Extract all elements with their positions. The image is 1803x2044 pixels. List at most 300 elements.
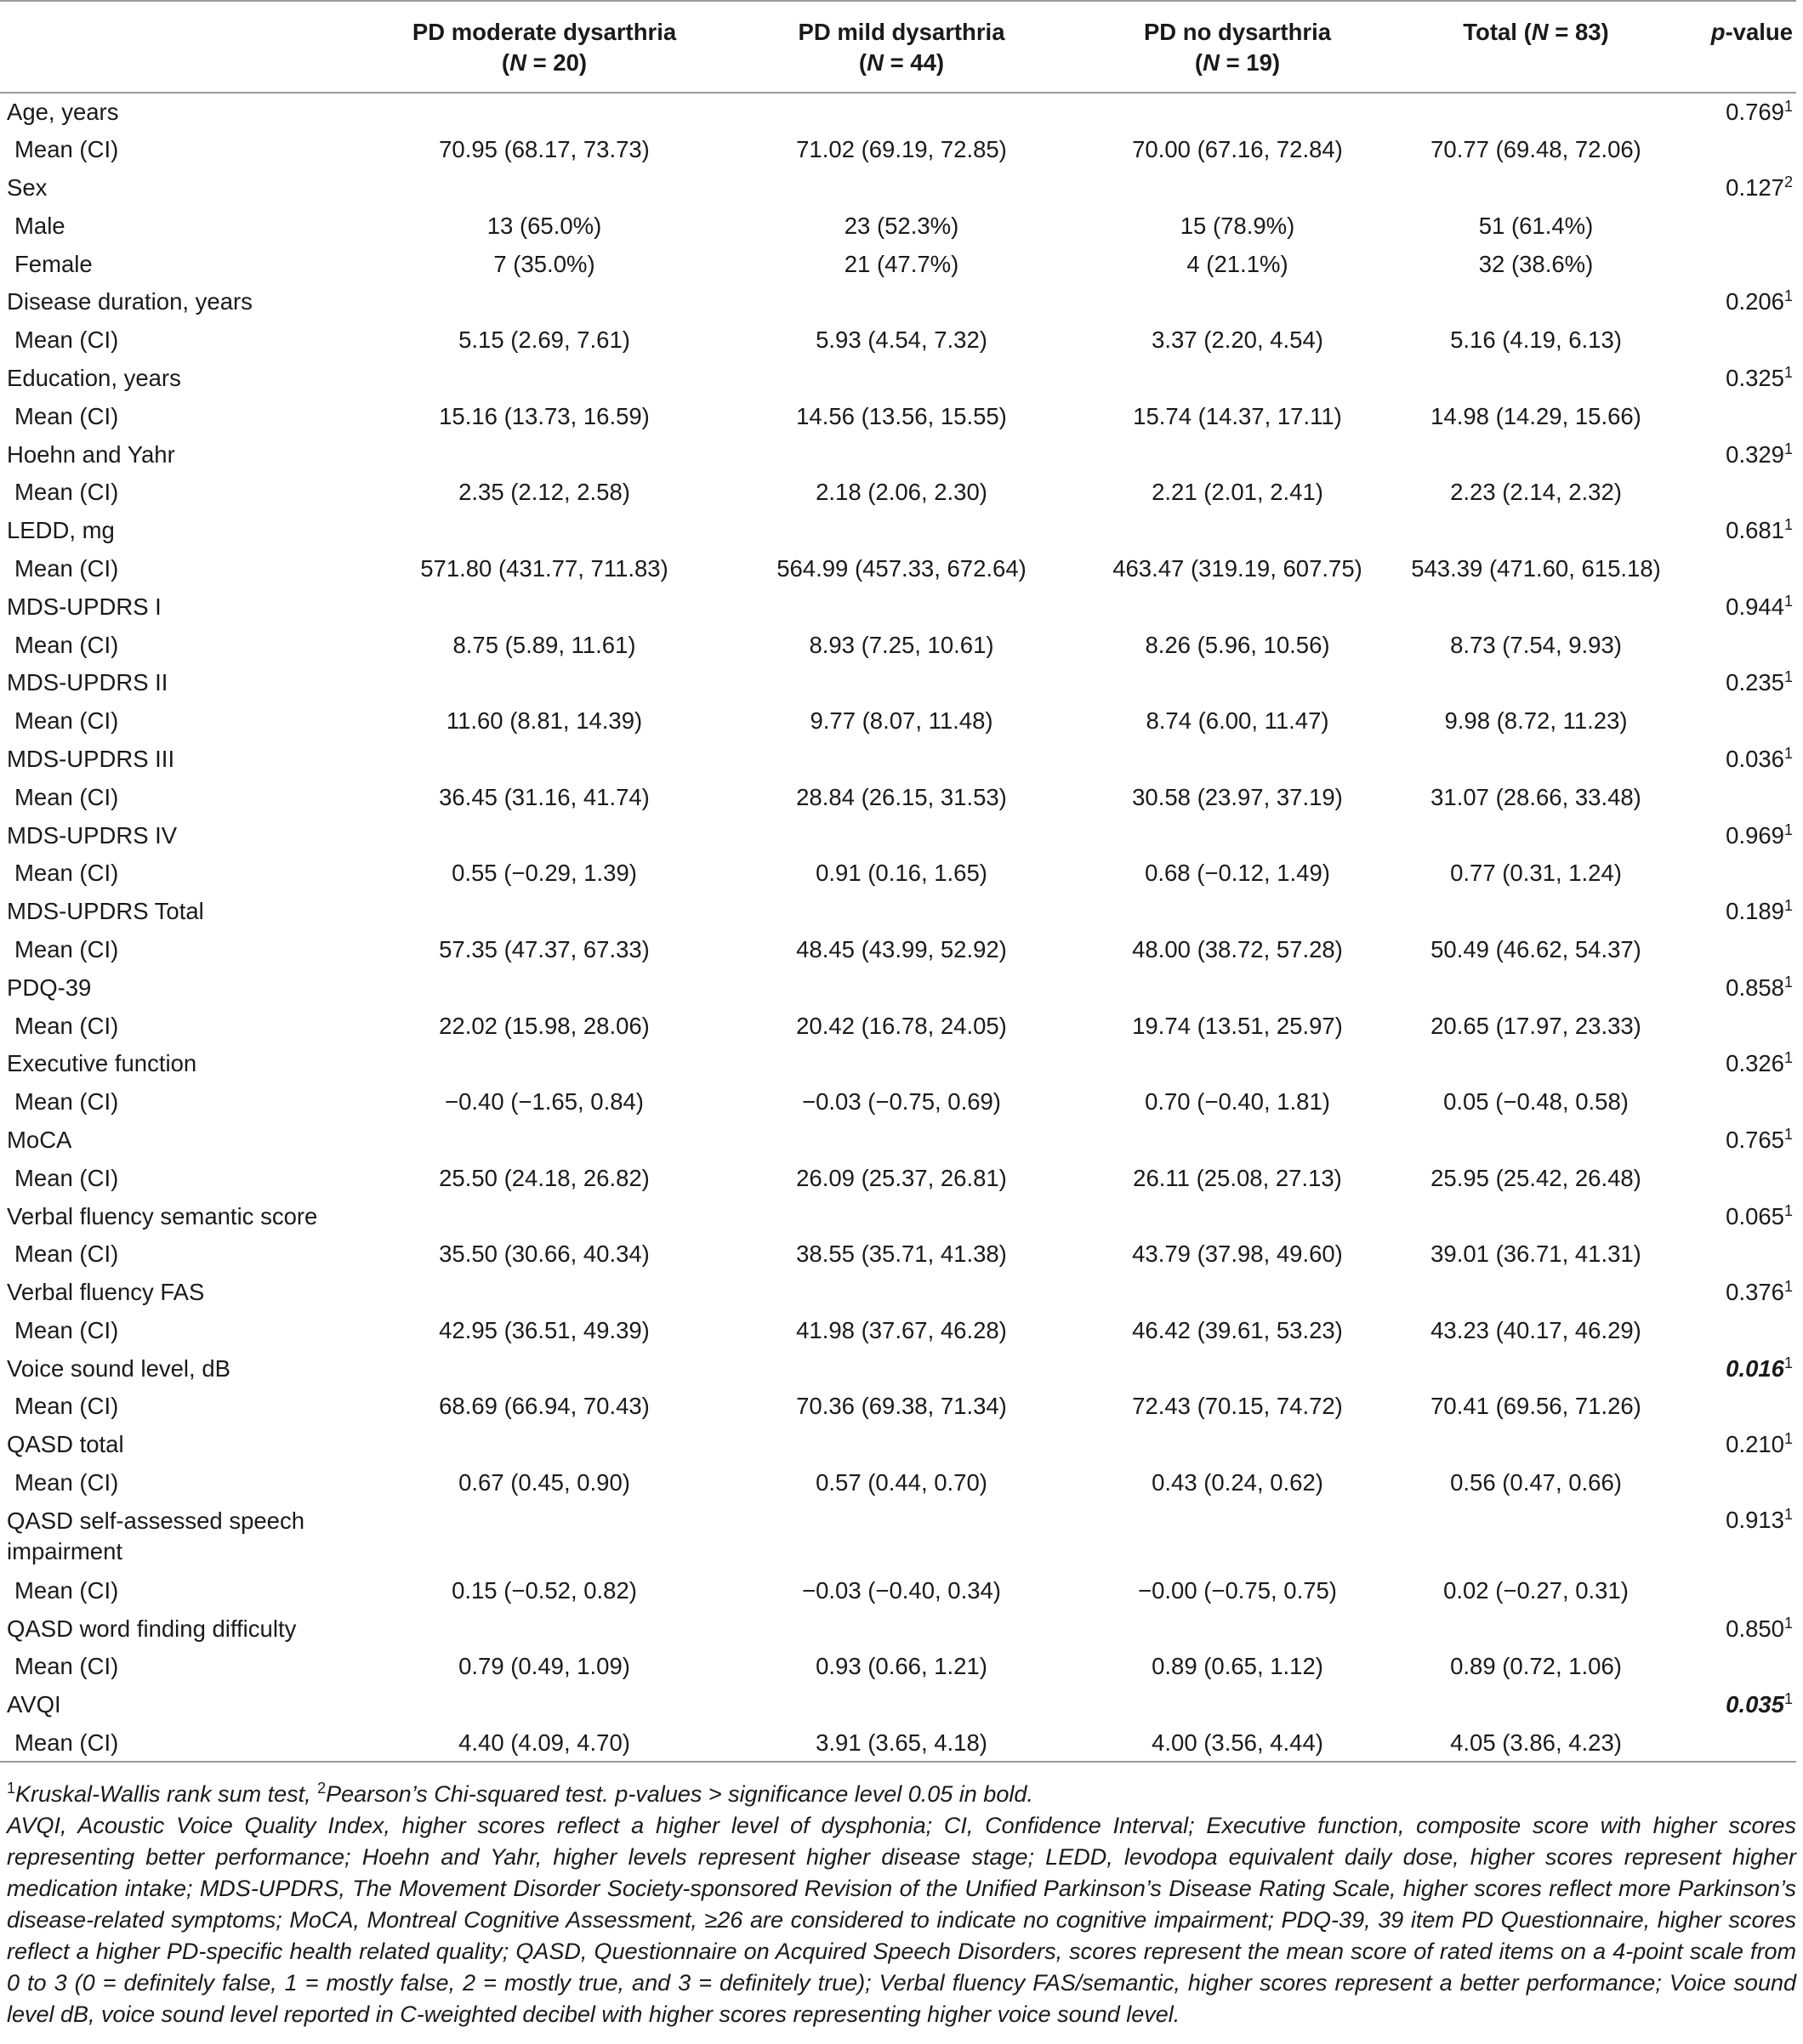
table-cell	[1080, 1274, 1395, 1312]
table-cell: 0.91 (0.16, 1.65)	[816, 860, 987, 887]
table-cell	[366, 1610, 723, 1648]
table-cell	[1080, 1502, 1395, 1571]
table-cell	[366, 1686, 723, 1724]
table-cell	[1080, 741, 1395, 779]
row-label: Mean (CI)	[14, 707, 119, 735]
table-row-stat	[0, 626, 1796, 664]
row-label: Verbal fluency FAS	[7, 1279, 205, 1306]
table-cell: 70.41 (69.56, 71.26)	[1430, 1393, 1641, 1420]
p-value-cell	[1677, 1045, 1796, 1083]
p-value-test-marker: 2	[1783, 173, 1793, 190]
table-cell: 564.99 (457.33, 672.64)	[776, 554, 1027, 582]
table-cell	[1395, 1274, 1677, 1312]
row-label: Mean (CI)	[14, 402, 119, 429]
p-value: 0.127	[1726, 173, 1784, 201]
table-cell	[1395, 512, 1677, 550]
table-cell	[723, 1349, 1080, 1388]
table-cell	[723, 664, 1080, 702]
p-value-test-marker: 1	[1783, 1049, 1793, 1067]
header-cell-total	[1395, 1, 1677, 93]
table-cell: −0.03 (−0.75, 0.69)	[802, 1088, 1001, 1116]
table-cell	[366, 968, 723, 1007]
table-row-stat	[0, 855, 1796, 893]
p-value: 0.850	[1726, 1615, 1784, 1642]
row-label: QASD total	[7, 1431, 124, 1458]
table-cell: 46.42 (39.61, 53.23)	[1132, 1316, 1343, 1343]
table-cell	[366, 816, 723, 855]
row-label: Hoehn and Yahr	[7, 440, 175, 468]
p-value-test-marker: 1	[1783, 744, 1793, 762]
row-label: Male	[14, 212, 65, 239]
p-value-cell	[1677, 741, 1796, 779]
p-value-cell	[1677, 968, 1796, 1007]
row-label: Mean (CI)	[14, 1316, 119, 1343]
table-cell	[1080, 93, 1395, 131]
p-value-test-marker: 1	[1783, 1614, 1793, 1632]
p-value-test-marker: 1	[1783, 516, 1793, 534]
p-value: 0.235	[1726, 669, 1784, 696]
table-cell: 0.89 (0.72, 1.06)	[1450, 1653, 1622, 1680]
table-cell	[1395, 1426, 1677, 1464]
row-label: Mean (CI)	[14, 1241, 119, 1268]
table-cell: 0.89 (0.65, 1.12)	[1152, 1653, 1323, 1680]
header-sub: (N = 44)	[858, 49, 945, 76]
p-value-cell	[1677, 169, 1796, 207]
table-cell: −0.03 (−0.40, 0.34)	[802, 1576, 1001, 1604]
table-cell: 8.73 (7.54, 9.93)	[1450, 631, 1622, 658]
p-value-cell	[1677, 778, 1796, 816]
row-label: Mean (CI)	[14, 1393, 119, 1420]
table-row-variable	[0, 1045, 1796, 1083]
row-label: Mean (CI)	[14, 326, 119, 354]
table-cell: 0.77 (0.31, 1.24)	[1450, 860, 1622, 887]
table-cell	[1080, 588, 1395, 626]
table-row-variable	[0, 664, 1796, 702]
table-row-variable	[0, 1426, 1796, 1464]
table-cell: 4.00 (3.56, 4.44)	[1080, 1724, 1395, 1763]
table-row-variable	[0, 512, 1796, 550]
table-cell: 31.07 (28.66, 33.48)	[1430, 783, 1641, 810]
table-cell	[366, 93, 723, 131]
p-value-cell	[1677, 1610, 1796, 1648]
table-cell	[723, 1426, 1080, 1464]
table-row-stat	[0, 1571, 1796, 1610]
table-cell	[723, 93, 1080, 131]
p-value: 0.325	[1726, 364, 1784, 391]
table-body	[0, 93, 1796, 1762]
p-value: 0.329	[1726, 440, 1784, 468]
table-cell: 20.65 (17.97, 23.33)	[1430, 1012, 1641, 1039]
row-label: Female	[14, 250, 93, 277]
table-cell: 30.58 (23.97, 37.19)	[1132, 783, 1343, 810]
table-cell: 0.15 (−0.52, 0.82)	[452, 1576, 637, 1604]
table-cell	[1395, 816, 1677, 855]
footnote-2-text: Pearson’s Chi-squared test. p-values > significance level 0.05 in bold.	[326, 1781, 1033, 1807]
p-value-cell	[1677, 1235, 1796, 1274]
table-cell: 22.02 (15.98, 28.06)	[439, 1012, 650, 1039]
row-label: AVQI	[7, 1691, 61, 1718]
p-value-test-marker: 1	[1783, 1354, 1793, 1371]
header-cell-mild	[723, 1, 1080, 93]
table-cell: 0.43 (0.24, 0.62)	[1152, 1469, 1323, 1496]
p-value-cell	[1677, 1686, 1796, 1724]
p-value: 0.858	[1726, 974, 1784, 1001]
table-cell	[723, 1274, 1080, 1312]
table-cell	[1080, 1686, 1395, 1724]
p-value-cell	[1677, 550, 1796, 588]
table-row-variable	[0, 588, 1796, 626]
table-cell	[1080, 283, 1395, 321]
table-cell: 2.21 (2.01, 2.41)	[1152, 479, 1323, 506]
p-value: 0.944	[1726, 593, 1784, 620]
p-value-test-marker: 1	[1783, 440, 1793, 457]
header-cell-none	[1080, 1, 1395, 93]
p-value: 0.765	[1726, 1126, 1784, 1153]
table-row-variable	[0, 1610, 1796, 1648]
table-cell	[723, 169, 1080, 207]
abbreviations-note: AVQI, Acoustic Voice Quality Index, higher scores reflect a higher level of dysphonia; CI, Confidence Interval; Executive function, composite score with higher scores representing better performance; Hoehn and Yahr, higher levels represent higher disease stage; LEDD, levodopa equivalent daily dose, higher scores represent higher medication intake; MDS-UPDRS, The Movement Disorder Society-sponsored Revision of the Unified Parkinson’s Disease Rating Scale, higher scores reflect more Parkinson’s disease-related symptoms; MoCA, Montreal Cognitive Assessment, ≥26 are considered to indicate no cognitive impairment; PDQ-39, 39 item PD Questionnaire, higher scores reflect a higher PD-specific health related quality; QASD, Questionnaire on Acquired Speech Disorders, scores represent the mean score of rated items on a 4-point scale from 0 to 3 (0 = definitely false, 1 = mostly false, 2 = mostly true, and 3 = definitely true); Verbal fluency FAS/semantic, higher scores represent a better performance; Voice sound level dB, voice sound level reported in C-weighted decibel with higher scores representing higher voice sound level.	[7, 1813, 1796, 2027]
table-cell: 0.70 (−0.40, 1.81)	[1145, 1088, 1330, 1116]
table-cell	[723, 1045, 1080, 1083]
row-label: MDS-UPDRS IV	[7, 821, 178, 849]
p-value: 0.210	[1726, 1431, 1784, 1458]
table-row-variable	[0, 816, 1796, 855]
table-cell	[1080, 360, 1395, 398]
table-cell: 19.74 (13.51, 25.97)	[1132, 1012, 1343, 1039]
table-cell	[366, 1349, 723, 1388]
table-row-variable	[0, 360, 1796, 398]
table-cell: 0.79 (0.49, 1.09)	[458, 1653, 630, 1680]
table-row-stat	[0, 1388, 1796, 1426]
table-cell: 41.98 (37.67, 46.28)	[796, 1316, 1007, 1343]
p-value-cell	[1677, 397, 1796, 435]
row-label: Mean (CI)	[14, 631, 119, 658]
table-cell: 2.18 (2.06, 2.30)	[816, 479, 987, 506]
row-label: MDS-UPDRS III	[7, 745, 175, 772]
table-cell	[723, 893, 1080, 931]
p-value-test-marker: 1	[1783, 1430, 1793, 1448]
table-cell: 0.05 (−0.48, 0.58)	[1443, 1088, 1629, 1116]
table-cell: 32 (38.6%)	[1478, 250, 1594, 277]
p-value-cell	[1677, 1197, 1796, 1235]
table-cell	[723, 1610, 1080, 1648]
table-cell: 42.95 (36.51, 49.39)	[439, 1316, 650, 1343]
table-cell: 50.49 (46.62, 54.37)	[1430, 935, 1641, 962]
table-cell: 0.93 (0.66, 1.21)	[816, 1653, 987, 1680]
p-value-test-marker: 1	[1783, 973, 1793, 991]
row-label: Education, years	[7, 364, 181, 391]
table-cell	[366, 435, 723, 474]
row-label: Executive function	[7, 1050, 197, 1077]
row-label: Mean (CI)	[14, 554, 119, 582]
p-value-cell	[1677, 702, 1796, 741]
table-cell: 43.79 (37.98, 49.60)	[1132, 1241, 1343, 1268]
table-cell	[723, 435, 1080, 474]
p-value-cell	[1677, 1648, 1796, 1686]
table-cell: 463.47 (319.19, 607.75)	[1112, 554, 1362, 582]
table-row-variable	[0, 435, 1796, 474]
table-cell	[366, 512, 723, 550]
p-value-cell	[1677, 1349, 1796, 1388]
table-cell	[723, 1197, 1080, 1235]
p-value: 0.065	[1726, 1202, 1784, 1229]
table-cell: 4 (21.1%)	[1186, 250, 1288, 277]
row-label: Disease duration, years	[7, 288, 253, 315]
table-cell	[1080, 169, 1395, 207]
p-value: 0.206	[1726, 288, 1784, 315]
table-cell: −0.40 (−1.65, 0.84)	[445, 1088, 644, 1116]
row-label: Mean (CI)	[14, 783, 119, 810]
table-row-variable	[0, 741, 1796, 779]
table-cell: 70.77 (69.48, 72.06)	[1430, 136, 1641, 163]
table-cell: 26.11 (25.08, 27.13)	[1133, 1164, 1342, 1191]
p-value: 0.189	[1726, 898, 1784, 925]
table-cell: 8.74 (6.00, 11.47)	[1146, 707, 1329, 735]
table-row-stat	[0, 397, 1796, 435]
table-cell: 25.95 (25.42, 26.48)	[1430, 1164, 1641, 1191]
table-cell: 5.16 (4.19, 6.13)	[1450, 326, 1622, 354]
table-row-stat	[0, 1464, 1796, 1502]
p-value: 0.969	[1726, 821, 1784, 849]
p-value-cell	[1677, 512, 1796, 550]
table-cell: 9.77 (8.07, 11.48)	[810, 707, 993, 735]
row-label: MDS-UPDRS II	[7, 669, 168, 696]
table-cell	[1395, 1502, 1677, 1571]
table-cell: 571.80 (431.77, 711.83)	[420, 554, 668, 582]
p-value-test-marker: 1	[1783, 1201, 1793, 1219]
table-cell: 15 (78.9%)	[1180, 212, 1295, 239]
table-cell	[366, 664, 723, 702]
table-cell: 51 (61.4%)	[1478, 212, 1594, 239]
table-cell: 70.00 (67.16, 72.84)	[1132, 136, 1343, 163]
p-value-test-marker: 1	[1783, 363, 1793, 381]
table-cell	[1395, 1197, 1677, 1235]
table-row-stat	[0, 778, 1796, 816]
footnote-2-marker: 2	[317, 1780, 327, 1797]
row-label: Mean (CI)	[14, 136, 119, 163]
p-value-cell	[1677, 283, 1796, 321]
table-cell	[723, 1121, 1080, 1160]
table-row-stat	[0, 1159, 1796, 1197]
p-value-cell	[1677, 360, 1796, 398]
p-value-cell	[1677, 1083, 1796, 1121]
table-cell: 70.36 (69.38, 71.34)	[796, 1393, 1007, 1420]
p-value-cell	[1677, 1388, 1796, 1426]
table-cell: 5.15 (2.69, 7.61)	[458, 326, 630, 354]
table-cell: 48.00 (38.72, 57.28)	[1132, 935, 1343, 962]
table-cell: 28.84 (26.15, 31.53)	[796, 783, 1007, 810]
row-label: Mean (CI)	[0, 1724, 366, 1763]
p-value-test-marker: 1	[1783, 1690, 1793, 1708]
table-cell	[366, 1502, 723, 1571]
table-cell: 43.23 (40.17, 46.29)	[1430, 1316, 1641, 1343]
row-label: Sex	[7, 173, 48, 201]
p-value-test-marker: 1	[1783, 1506, 1793, 1524]
table-cell: −0.00 (−0.75, 0.75)	[1138, 1576, 1337, 1604]
table-cell	[366, 1426, 723, 1464]
table-row-variable	[0, 1349, 1796, 1388]
p-value-test-marker: 1	[1783, 1125, 1793, 1143]
row-label: Voice sound level, dB	[7, 1354, 230, 1382]
table-row-stat	[0, 1312, 1796, 1350]
table-cell	[723, 741, 1080, 779]
table-cell: 0.56 (0.47, 0.66)	[1450, 1469, 1622, 1496]
header-main: PD moderate dysarthria	[412, 19, 677, 45]
table-row-variable	[0, 893, 1796, 931]
table-cell	[723, 283, 1080, 321]
table-cell: 2.35 (2.12, 2.58)	[458, 479, 630, 506]
table-cell	[1080, 1426, 1395, 1464]
table-row-stat	[0, 321, 1796, 360]
table-cell	[723, 816, 1080, 855]
table-cell	[366, 1121, 723, 1160]
table-cell: 26.09 (25.37, 26.81)	[796, 1164, 1007, 1191]
table-cell: 15.74 (14.37, 17.11)	[1133, 402, 1342, 429]
table-cell	[723, 360, 1080, 398]
p-value-cell	[1677, 435, 1796, 474]
table-row-stat	[0, 474, 1796, 512]
table-cell	[366, 283, 723, 321]
p-value-cell	[1677, 1312, 1796, 1350]
header-row	[0, 1, 1796, 93]
table-row-variable	[0, 968, 1796, 1007]
table-row-variable	[0, 169, 1796, 207]
table-cell: 0.55 (−0.29, 1.39)	[452, 860, 637, 887]
table-cell	[723, 588, 1080, 626]
table-cell	[1080, 968, 1395, 1007]
row-label: QASD word finding difficulty	[7, 1615, 297, 1642]
table-cell	[1080, 1610, 1395, 1648]
header-sub: (N = 20)	[501, 49, 588, 76]
row-label: MDS-UPDRS Total	[7, 898, 204, 925]
table-cell	[723, 1686, 1080, 1724]
table-cell	[1395, 283, 1677, 321]
table-cell: 0.67 (0.45, 0.90)	[458, 1469, 630, 1496]
footnote-line	[7, 1779, 1796, 1810]
p-value-test-marker: 1	[1783, 897, 1793, 915]
table-cell: 70.95 (68.17, 73.73)	[439, 136, 650, 163]
p-value-test-marker: 1	[1783, 668, 1793, 686]
table-cell: 0.68 (−0.12, 1.49)	[1145, 860, 1330, 887]
table-cell	[366, 360, 723, 398]
table-cell: 72.43 (70.15, 74.72)	[1132, 1393, 1343, 1420]
table-header	[0, 1, 1796, 93]
row-label: Mean (CI)	[14, 1653, 119, 1680]
p-value-cell	[1677, 245, 1796, 283]
table-cell: 35.50 (30.66, 40.34)	[439, 1241, 650, 1268]
p-value-cell	[1677, 1464, 1796, 1502]
header-main: p-value	[1710, 19, 1793, 45]
table-row-variable	[0, 1197, 1796, 1235]
p-value-cell	[1677, 321, 1796, 360]
p-value-cell	[1677, 1502, 1796, 1571]
row-label: Verbal fluency semantic score	[7, 1202, 318, 1229]
p-value-cell	[1677, 207, 1796, 245]
p-value-cell	[1677, 93, 1796, 131]
p-value: 0.913	[1726, 1507, 1784, 1534]
p-value-cell	[1677, 931, 1796, 969]
table-cell: 0.57 (0.44, 0.70)	[816, 1469, 987, 1496]
table-cell	[1395, 1610, 1677, 1648]
p-value-cell	[1677, 1121, 1796, 1160]
table-cell	[366, 1197, 723, 1235]
table-cell	[723, 968, 1080, 1007]
row-label: Mean (CI)	[14, 1164, 119, 1191]
table-cell	[1395, 741, 1677, 779]
table-row-stat	[0, 1724, 1796, 1763]
table-cell: 9.98 (8.72, 11.23)	[1444, 707, 1628, 735]
table-cell: 2.23 (2.14, 2.32)	[1450, 479, 1622, 506]
row-label: Mean (CI)	[14, 479, 119, 506]
table-cell	[366, 1274, 723, 1312]
table-cell	[1080, 664, 1395, 702]
table-cell	[1080, 816, 1395, 855]
table-cell	[1395, 93, 1677, 131]
header-cell-pvalue	[1677, 1, 1796, 93]
row-label: Mean (CI)	[14, 1576, 119, 1604]
table-cell: 8.26 (5.96, 10.56)	[1145, 631, 1330, 658]
table-cell	[366, 169, 723, 207]
table-cell: 4.05 (3.86, 4.23)	[1395, 1724, 1677, 1763]
table-cell: 3.91 (3.65, 4.18)	[723, 1724, 1080, 1763]
p-value-test-marker: 1	[1783, 1278, 1793, 1296]
table-cell	[366, 588, 723, 626]
table-cell	[1080, 893, 1395, 931]
table-cell: 48.45 (43.99, 52.92)	[796, 935, 1007, 962]
row-label: Mean (CI)	[14, 860, 119, 887]
row-label: QASD self-assessed speech impairment	[7, 1507, 305, 1565]
table-cell: 13 (65.0%)	[486, 212, 602, 239]
table-cell: 7 (35.0%)	[493, 250, 595, 277]
row-label: Mean (CI)	[14, 1088, 119, 1116]
table-row-stat	[0, 207, 1796, 245]
table-row-variable	[0, 1686, 1796, 1724]
p-value-test-marker: 1	[1783, 97, 1793, 115]
p-value-cell	[1677, 1571, 1796, 1610]
table-cell: 4.40 (4.09, 4.70)	[366, 1724, 723, 1763]
table-row-variable	[0, 1502, 1796, 1571]
p-value: 0.326	[1726, 1050, 1784, 1077]
table-row-stat	[0, 550, 1796, 588]
table-notes	[7, 1779, 1796, 2030]
table-cell	[723, 512, 1080, 550]
p-value-test-marker: 1	[1783, 592, 1793, 610]
table-row-stat	[0, 931, 1796, 969]
p-value-cell	[1677, 1724, 1796, 1763]
table-cell	[723, 1502, 1080, 1571]
row-label: MDS-UPDRS I	[7, 593, 162, 620]
header-main: PD mild dysarthria	[798, 19, 1005, 45]
p-value: 0.035	[1726, 1691, 1784, 1718]
table-row-stat	[0, 131, 1796, 169]
table-row-stat	[0, 702, 1796, 741]
table-cell: 25.50 (24.18, 26.82)	[439, 1164, 650, 1191]
table-cell	[1395, 360, 1677, 398]
table-cell: 14.56 (13.56, 15.55)	[796, 402, 1007, 429]
header-cell-label	[0, 1, 366, 93]
p-value: 0.376	[1726, 1279, 1784, 1306]
table-cell	[1395, 1121, 1677, 1160]
table-cell	[1395, 968, 1677, 1007]
table-cell	[366, 741, 723, 779]
table-row-stat	[0, 245, 1796, 283]
table-cell: 71.02 (69.19, 72.85)	[796, 136, 1007, 163]
table-cell	[1395, 1045, 1677, 1083]
p-value-cell	[1677, 1007, 1796, 1045]
table-cell	[1395, 893, 1677, 931]
table-row-variable	[0, 1121, 1796, 1160]
table-row-stat	[0, 1007, 1796, 1045]
